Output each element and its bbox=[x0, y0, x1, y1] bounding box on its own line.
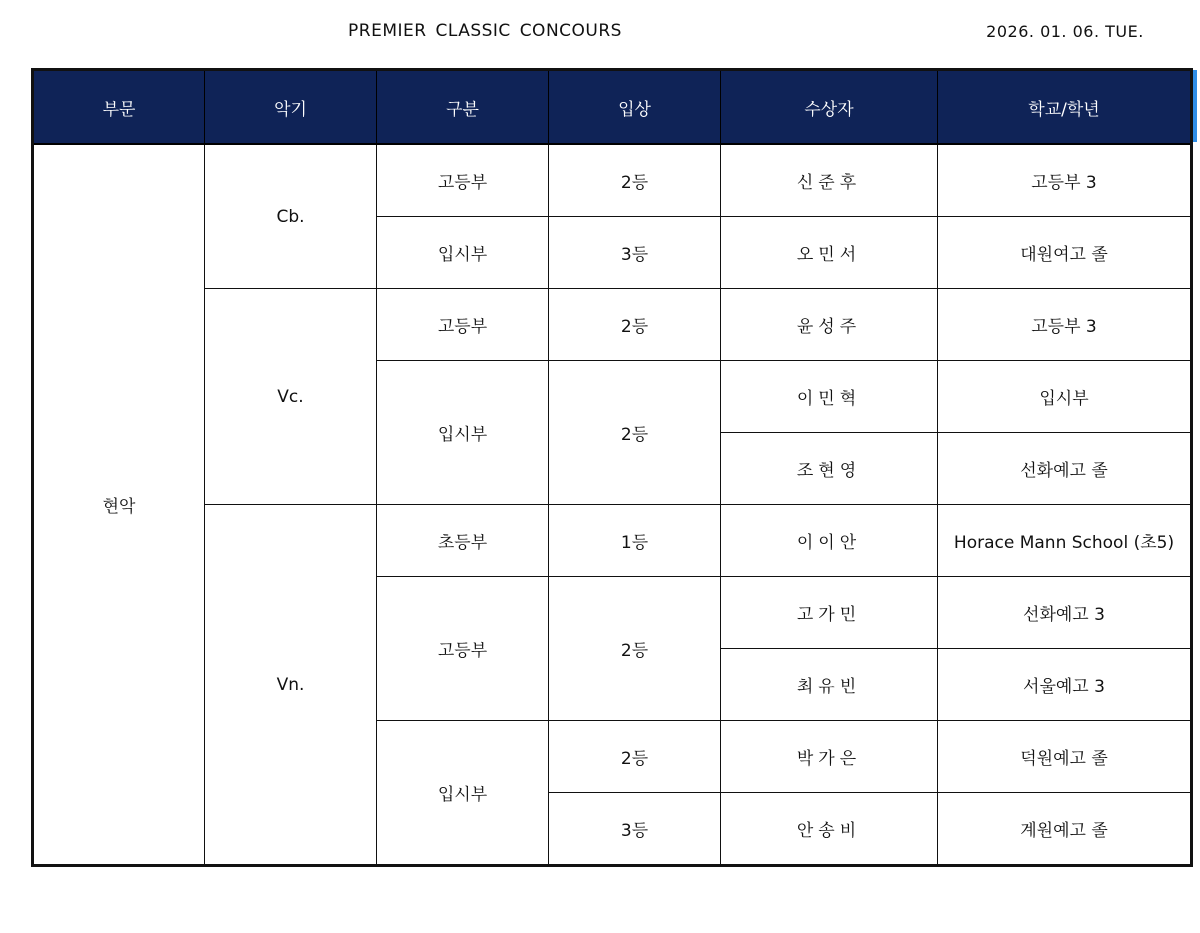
table-header-row bbox=[33, 70, 1192, 145]
category-cell: 고등부 bbox=[377, 289, 549, 361]
winner-cell: 윤성주 bbox=[721, 289, 938, 361]
category-cell: 입시부 bbox=[377, 217, 549, 289]
instrument-cell: Cb. bbox=[205, 144, 377, 289]
winner-cell: 박가은 bbox=[721, 721, 938, 793]
winner-cell: 신준후 bbox=[721, 144, 938, 217]
column-header-division: 부문 bbox=[33, 70, 205, 145]
school-cell: 서울예고 3 bbox=[938, 649, 1192, 721]
concours-title: PREMIER CLASSIC CONCOURS bbox=[348, 21, 622, 41]
winner-cell: 이민혁 bbox=[721, 361, 938, 433]
place-cell: 2등 bbox=[549, 144, 721, 217]
place-cell: 2등 bbox=[549, 577, 721, 721]
place-cell: 3등 bbox=[549, 793, 721, 866]
winner-cell: 최유빈 bbox=[721, 649, 938, 721]
category-cell: 입시부 bbox=[377, 721, 549, 866]
category-cell: 초등부 bbox=[377, 505, 549, 577]
place-cell: 2등 bbox=[549, 721, 721, 793]
instrument-cell: Vc. bbox=[205, 289, 377, 505]
table-row bbox=[33, 144, 1192, 217]
event-date: 2026. 01. 06. TUE. bbox=[986, 22, 1144, 41]
school-cell: Horace Mann School (초5) bbox=[938, 505, 1192, 577]
category-cell: 고등부 bbox=[377, 577, 549, 721]
winner-cell: 조현영 bbox=[721, 433, 938, 505]
winner-cell: 오민서 bbox=[721, 217, 938, 289]
school-cell: 고등부 3 bbox=[938, 289, 1192, 361]
category-cell: 고등부 bbox=[377, 144, 549, 217]
school-cell: 선화예고 3 bbox=[938, 577, 1192, 649]
column-header-category: 구분 bbox=[377, 70, 549, 145]
table-row bbox=[33, 289, 1192, 361]
table-row bbox=[33, 505, 1192, 577]
place-cell: 2등 bbox=[549, 289, 721, 361]
school-cell: 계원예고 졸 bbox=[938, 793, 1192, 866]
place-cell: 3등 bbox=[549, 217, 721, 289]
category-cell: 입시부 bbox=[377, 361, 549, 505]
column-header-winner: 수상자 bbox=[721, 70, 938, 145]
place-cell: 2등 bbox=[549, 361, 721, 505]
place-cell: 1등 bbox=[549, 505, 721, 577]
column-header-place: 입상 bbox=[549, 70, 721, 145]
column-header-instrument: 악기 bbox=[205, 70, 377, 145]
instrument-cell: Vn. bbox=[205, 505, 377, 866]
division-cell: 현악 bbox=[33, 144, 205, 866]
column-header-school: 학교/학년 bbox=[938, 70, 1192, 145]
school-cell: 덕원예고 졸 bbox=[938, 721, 1192, 793]
school-cell: 입시부 bbox=[938, 361, 1192, 433]
school-cell: 선화예고 졸 bbox=[938, 433, 1192, 505]
winner-cell: 고가민 bbox=[721, 577, 938, 649]
results-table bbox=[31, 68, 1193, 867]
school-cell: 고등부 3 bbox=[938, 144, 1192, 217]
winner-cell: 이이안 bbox=[721, 505, 938, 577]
winner-cell: 안송비 bbox=[721, 793, 938, 866]
school-cell: 대원여고 졸 bbox=[938, 217, 1192, 289]
